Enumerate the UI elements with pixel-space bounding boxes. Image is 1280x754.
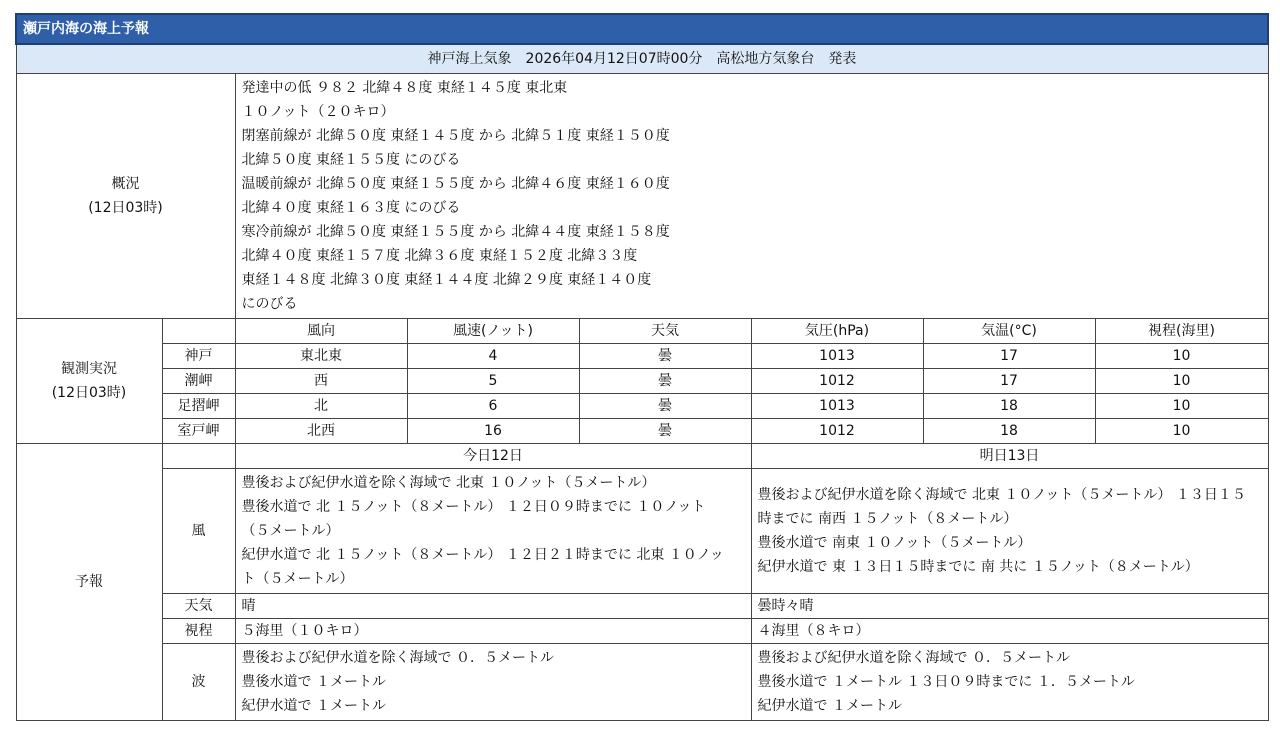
obs-cell: 曇 — [579, 344, 751, 369]
overview-time: (12日03時) — [88, 200, 163, 216]
obs-cell: 5 — [407, 369, 579, 394]
table-row — [16, 369, 1268, 394]
wave-today — [235, 644, 751, 721]
forecast-table — [15, 13, 1269, 721]
weather-tomorrow: 曇時々晴 — [751, 594, 1268, 619]
wind-today-line: 豊後水道で 北 １５ノット（８メートル） １２日０９時までに １０ノット — [241, 499, 706, 515]
wave-tomorrow-line: 豊後水道で １メートル １３日０９時までに １．５メートル — [757, 674, 1135, 690]
visibility-label: 視程 — [162, 619, 235, 644]
overview-line: 北緯４０度 東経１６３度 にのびる — [241, 200, 461, 216]
obs-place: 潮岬 — [162, 369, 235, 394]
wind-tomorrow-line: 紀伊水道で 東 １３日１５時までに 南 共に １５ノット（８メートル） — [757, 559, 1199, 575]
obs-header-temperature: 気温(°C) — [923, 319, 1095, 344]
overview-line: 閉塞前線が 北緯５０度 東経１４５度 から 北緯５１度 東経１５０度 — [241, 128, 670, 144]
table-row — [16, 394, 1268, 419]
obs-header-wind-direction: 風向 — [235, 319, 407, 344]
wind-today-line: 豊後および紀伊水道を除く海域で 北東 １０ノット（５メートル） — [241, 475, 656, 491]
obs-cell: 4 — [407, 344, 579, 369]
forecast-corner — [162, 444, 235, 469]
obs-cell: 1012 — [751, 419, 923, 444]
observation-label: 観測実況 — [61, 361, 117, 377]
overview-line: 寒冷前線が 北緯５０度 東経１５５度 から 北緯４４度 東経１５８度 — [241, 224, 670, 240]
obs-header-visibility: 視程(海里) — [1095, 319, 1268, 344]
observation-corner — [162, 319, 235, 344]
wind-today-line: ト（５メートル） — [241, 571, 354, 587]
obs-place: 室戸岬 — [162, 419, 235, 444]
obs-cell: 東北東 — [235, 344, 407, 369]
overview-label: 概況 — [111, 176, 140, 192]
obs-header-weather: 天気 — [579, 319, 751, 344]
wind-label: 風 — [162, 469, 235, 594]
overview-label-cell — [16, 74, 235, 319]
obs-cell: 曇 — [579, 394, 751, 419]
forecast-today-header: 今日12日 — [235, 444, 751, 469]
obs-header-wind-speed: 風速(ノット) — [407, 319, 579, 344]
obs-cell: 曇 — [579, 369, 751, 394]
table-row — [16, 344, 1268, 369]
table-row — [16, 419, 1268, 444]
wave-today-line: 豊後水道で １メートル — [241, 674, 386, 690]
wind-tomorrow — [751, 469, 1268, 594]
weather-label: 天気 — [162, 594, 235, 619]
obs-cell: 10 — [1095, 419, 1268, 444]
obs-cell: 1012 — [751, 369, 923, 394]
obs-cell: 18 — [923, 394, 1095, 419]
overview-line: にのびる — [241, 296, 298, 312]
obs-cell: 16 — [407, 419, 579, 444]
overview-line: 発達中の低 ９８２ 北緯４８度 東経１４５度 東北東 — [241, 80, 568, 96]
obs-cell: 18 — [923, 419, 1095, 444]
obs-cell: 北 — [235, 394, 407, 419]
obs-place: 足摺岬 — [162, 394, 235, 419]
obs-cell: 西 — [235, 369, 407, 394]
wave-label: 波 — [162, 644, 235, 721]
overview-line: 東経１４８度 北緯３０度 東経１４４度 北緯２９度 東経１４０度 — [241, 272, 652, 288]
obs-cell: 17 — [923, 344, 1095, 369]
obs-cell: 10 — [1095, 369, 1268, 394]
overview-line: １０ノット（２０キロ） — [241, 104, 395, 120]
wave-tomorrow — [751, 644, 1268, 721]
page-title: 瀬戸内海の海上予報 — [16, 14, 1268, 44]
forecast-label: 予報 — [16, 444, 162, 721]
obs-header-pressure: 気圧(hPa) — [751, 319, 923, 344]
overview-line: 温暖前線が 北緯５０度 東経１５５度 から 北緯４６度 東経１６０度 — [241, 176, 670, 192]
wave-tomorrow-line: 紀伊水道で １メートル — [757, 698, 902, 714]
issued-info: 神戸海上気象 2026年04月12日07時00分 高松地方気象台 発表 — [16, 44, 1268, 74]
forecast-page — [15, 13, 1267, 721]
overview-line: 北緯４０度 東経１５７度 北緯３６度 東経１５２度 北緯３３度 — [241, 248, 638, 264]
wind-today-line: （５メートル） — [241, 523, 340, 539]
wind-tomorrow-line: 時までに 南西 １５ノット（８メートル） — [757, 511, 1018, 527]
wind-tomorrow-line: 豊後および紀伊水道を除く海域で 北東 １０ノット（５メートル） １３日１５ — [757, 487, 1246, 503]
forecast-tomorrow-header: 明日13日 — [751, 444, 1268, 469]
visibility-today: ５海里（１０キロ） — [235, 619, 751, 644]
wind-today — [235, 469, 751, 594]
wave-tomorrow-line: 豊後および紀伊水道を除く海域で ０．５メートル — [757, 650, 1070, 666]
obs-cell: 曇 — [579, 419, 751, 444]
obs-cell: 17 — [923, 369, 1095, 394]
overview-line: 北緯５０度 東経１５５度 にのびる — [241, 152, 461, 168]
obs-cell: 10 — [1095, 394, 1268, 419]
obs-cell: 1013 — [751, 344, 923, 369]
overview-text — [235, 74, 1268, 319]
wave-today-line: 豊後および紀伊水道を除く海域で ０．５メートル — [241, 650, 554, 666]
observation-label-cell — [16, 319, 162, 444]
obs-place: 神戸 — [162, 344, 235, 369]
visibility-tomorrow: ４海里（８キロ） — [751, 619, 1268, 644]
wind-today-line: 紀伊水道で 北 １５ノット（８メートル） １２日２１時までに 北東 １０ノッ — [241, 547, 724, 563]
obs-cell: 1013 — [751, 394, 923, 419]
obs-cell: 10 — [1095, 344, 1268, 369]
wind-tomorrow-line: 豊後水道で 南東 １０ノット（５メートル） — [757, 535, 1032, 551]
weather-today: 晴 — [235, 594, 751, 619]
wave-today-line: 紀伊水道で １メートル — [241, 698, 386, 714]
observation-time: (12日03時) — [51, 385, 127, 401]
obs-cell: 北西 — [235, 419, 407, 444]
obs-cell: 6 — [407, 394, 579, 419]
